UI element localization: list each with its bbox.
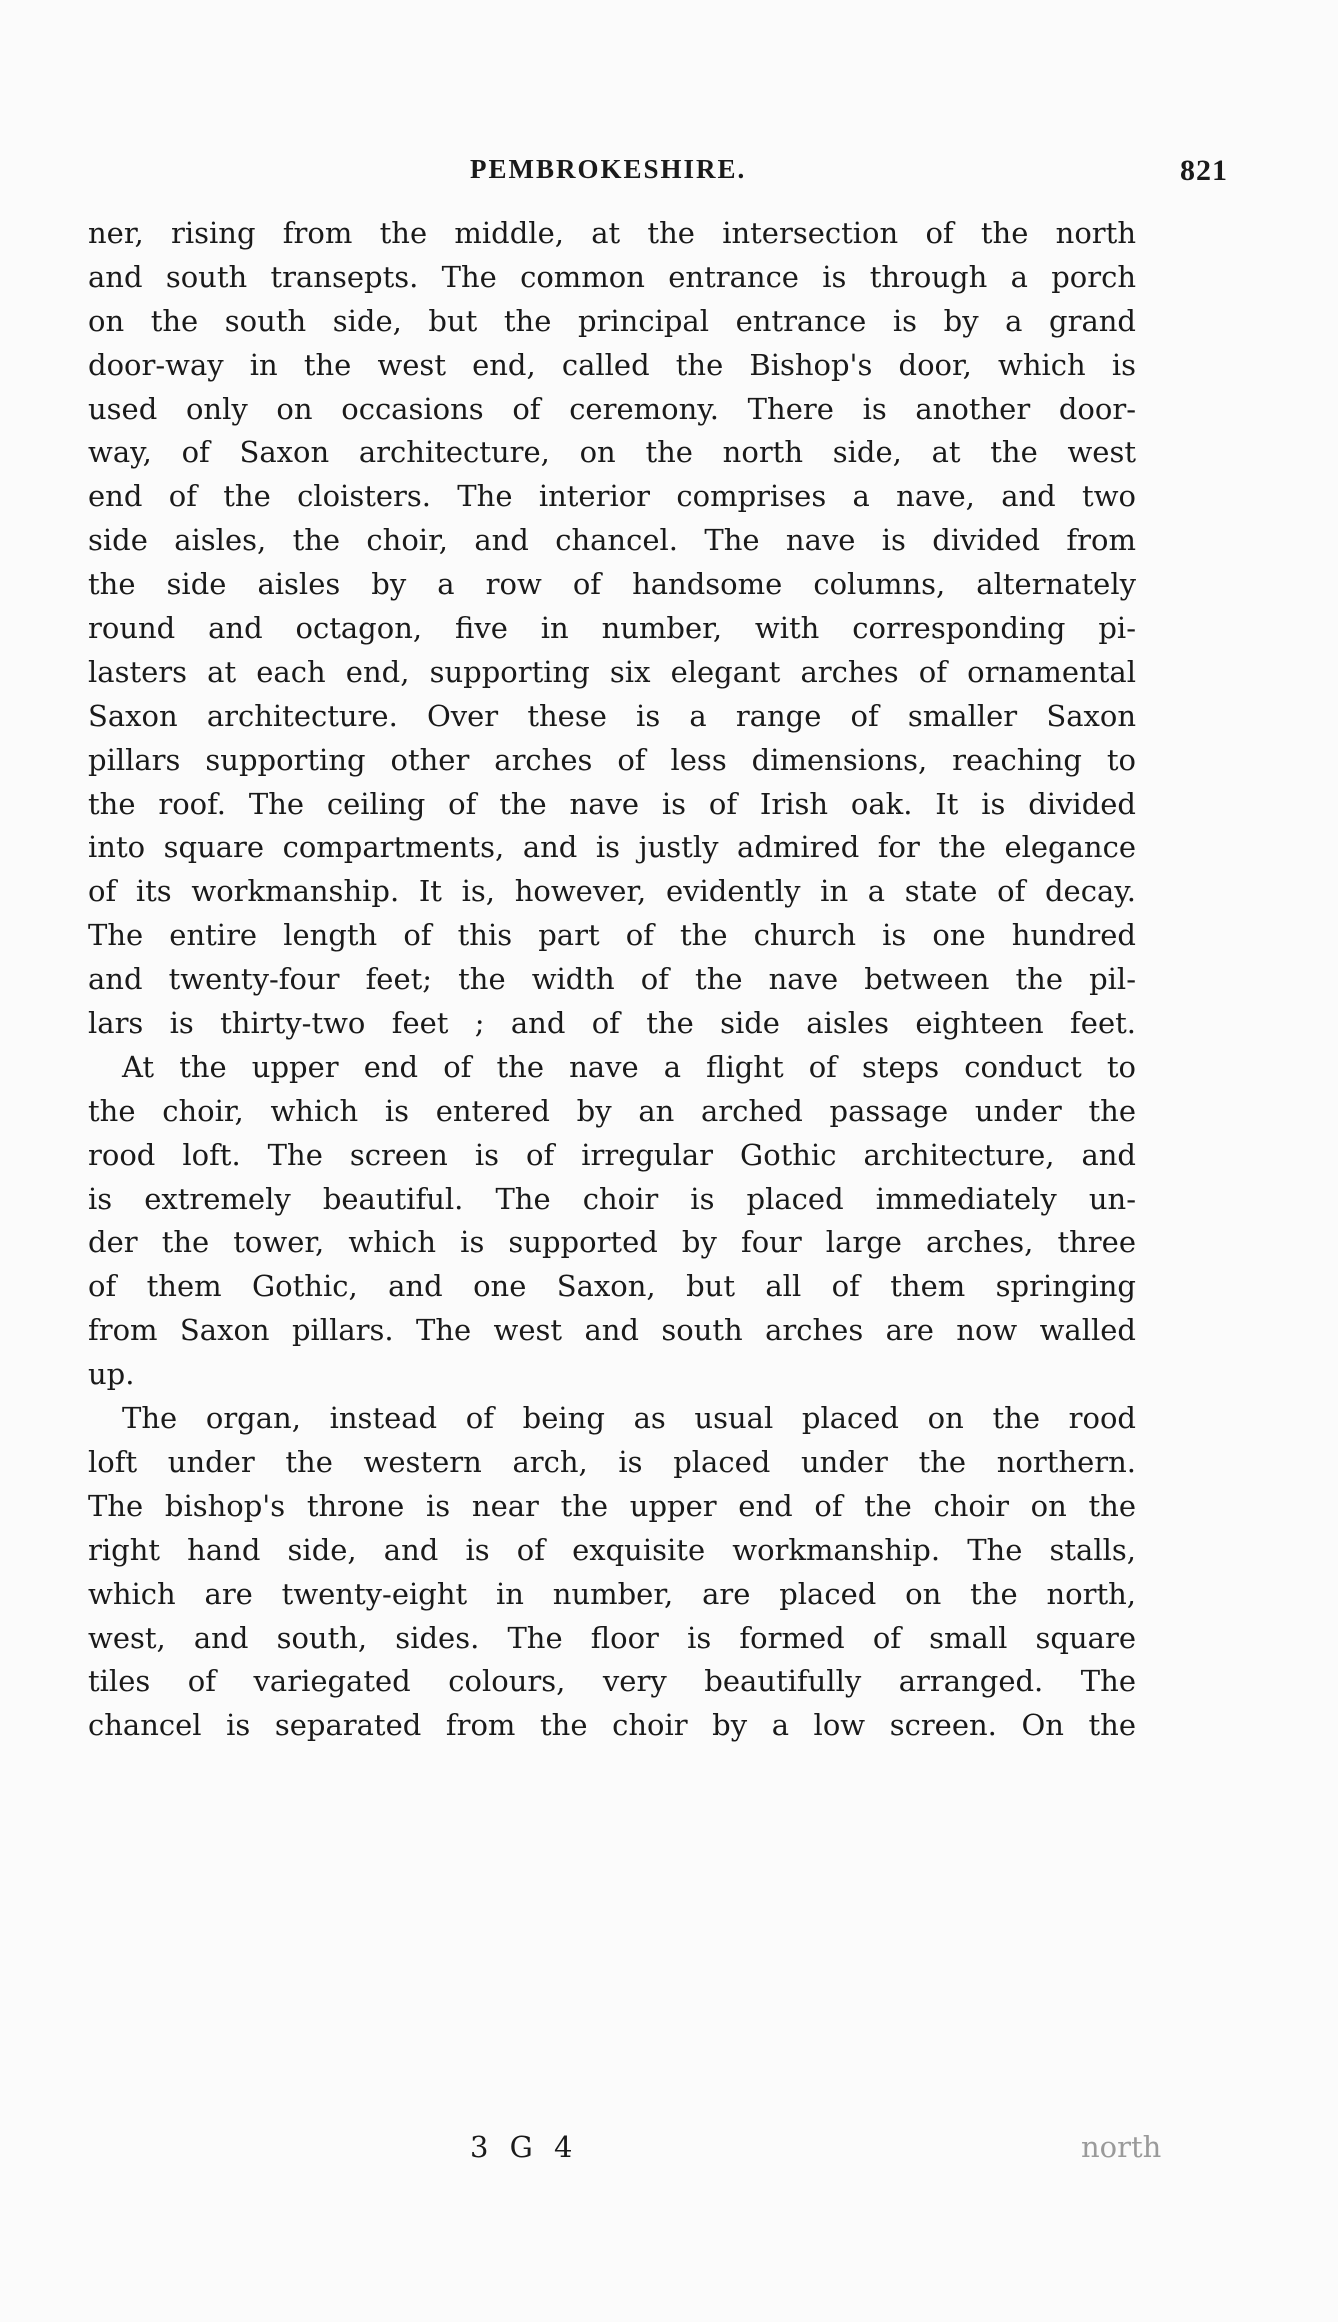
text-line: the roof. The ceiling of the nave is of Irish oak. It is divided <box>88 786 1136 821</box>
text-line: tiles of variegated colours, very beautifully arranged. The <box>88 1664 1136 1699</box>
text-line: ner, rising from the middle, at the intersection of the north <box>88 216 1136 250</box>
text-line: of its workmanship. It is, however, evidently in a state of decay. <box>88 874 1136 909</box>
text-line: lasters at each end, supporting six elegant arches of ornamental <box>88 654 1136 689</box>
text-line: right hand side, and is of exquisite workmanship. The stalls, <box>88 1532 1136 1567</box>
text-line: west, and south, sides. The floor is formed of small square <box>88 1620 1136 1655</box>
text-line: of them Gothic, and one Saxon, but all of them springing <box>88 1269 1136 1304</box>
text-line: way, of Saxon architecture, on the north side, at the west <box>88 435 1136 470</box>
text-line: Saxon architecture. Over these is a range of smaller Saxon <box>88 698 1136 733</box>
text-line: side aisles, the choir, and chancel. The nave is divided from <box>88 523 1136 558</box>
running-head <box>0 154 1338 194</box>
text-line: der the tower, which is supported by four large arches, three <box>88 1225 1136 1260</box>
text-line: on the south side, but the principal entrance is by a grand <box>88 303 1136 338</box>
text-line: the choir, which is entered by an arched passage under the <box>88 1093 1136 1128</box>
text-line: round and octagon, five in number, with corresponding pi- <box>88 611 1136 646</box>
text-line: into square compartments, and is justly admired for the elegance <box>88 830 1136 865</box>
text-line: The entire length of this part of the church is one hundred <box>88 918 1136 953</box>
text-line: loft under the western arch, is placed under the northern. <box>88 1444 1136 1479</box>
text-line: the side aisles by a row of handsome columns, alternately <box>88 567 1136 602</box>
body-text <box>88 212 1136 1748</box>
running-head-title: PEMBROKESHIRE. <box>470 154 747 184</box>
text-line: up. <box>88 1357 135 1392</box>
text-line: lars is thirty-two feet ; and of the side aisles eighteen feet. <box>88 1006 1136 1041</box>
page-footer <box>0 2130 1338 2174</box>
text-line: is extremely beautiful. The choir is placed immediately un- <box>88 1181 1136 1216</box>
catchword: north <box>1081 2130 1162 2164</box>
text-line: The bishop's throne is near the upper end of the choir on the <box>88 1488 1136 1523</box>
paragraph-start-line: At the upper end of the nave a flight of steps conduct to <box>122 1049 1136 1084</box>
text-line: and twenty-four feet; the width of the nave between the pil- <box>88 962 1136 997</box>
text-line: used only on occasions of ceremony. There is another door- <box>88 391 1136 426</box>
text-line: rood loft. The screen is of irregular Gothic architecture, and <box>88 1137 1136 1172</box>
text-line: door-way in the west end, called the Bishop's door, which is <box>88 347 1136 382</box>
text-line: from Saxon pillars. The west and south arches are now walled <box>88 1313 1136 1348</box>
text-line: pillars supporting other arches of less dimensions, reaching to <box>88 742 1136 777</box>
text-line: chancel is separated from the choir by a low screen. On the <box>88 1708 1136 1743</box>
page-number: 821 <box>1180 154 1228 187</box>
signature-mark: 3 G 4 <box>470 2130 579 2164</box>
text-line: end of the cloisters. The interior comprises a nave, and two <box>88 479 1136 514</box>
paragraph-start-line: The organ, instead of being as usual placed on the rood <box>122 1401 1136 1436</box>
text-line: which are twenty-eight in number, are placed on the north, <box>88 1576 1136 1611</box>
text-line: and south transepts. The common entrance is through a porch <box>88 259 1136 294</box>
